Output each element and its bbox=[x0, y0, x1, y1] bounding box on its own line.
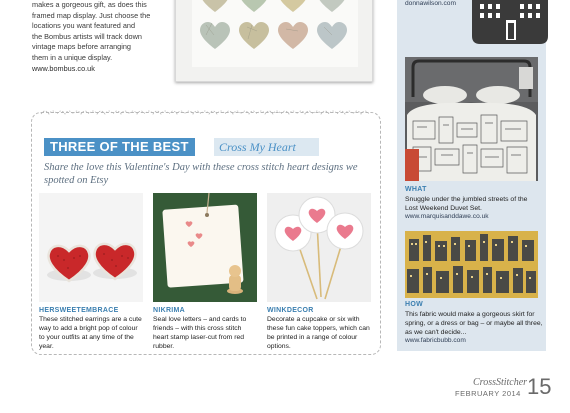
framed-map-photo bbox=[175, 0, 373, 82]
item-3-text: Decorate a cupcake or six with these fun cake toppers, which can be printed in a range of colour options. bbox=[267, 316, 370, 350]
item-2-heading: NIKRIMA bbox=[153, 307, 186, 314]
magazine-name: CrossStitcher bbox=[473, 377, 528, 388]
earrings-photo bbox=[39, 193, 143, 302]
cake-toppers-image bbox=[267, 193, 371, 302]
issue-date: FEBRUARY 2014 bbox=[455, 389, 521, 398]
donna-wilson-link[interactable]: donnawilson.com bbox=[405, 0, 456, 7]
feature-subtitle: Cross My Heart bbox=[214, 138, 319, 156]
how-link[interactable]: www.fabricbubb.com bbox=[405, 337, 466, 344]
what-heading: WHAT bbox=[405, 186, 427, 193]
feature-intro: Share the love this Valentine's Day with these cross stitch heart designs we spotted on Etsy bbox=[44, 162, 358, 186]
page-number: 15 bbox=[527, 374, 552, 399]
intro-link[interactable]: www.bombus.co.uk bbox=[32, 63, 95, 73]
item-3-heading: WINKDECOR bbox=[267, 307, 314, 314]
item-1-heading: HERSWEETEMBRACE bbox=[39, 307, 119, 314]
city-fabric-image bbox=[405, 231, 538, 298]
heart-row-1 bbox=[200, 0, 347, 12]
how-text: This fabric would make a gorgeous skirt for spring, or a dress or bag – or maybe all three, as we can't decide... bbox=[405, 311, 543, 336]
house-cushion-image bbox=[470, 0, 550, 46]
intro-line: framed map display. Just choose the bbox=[32, 10, 151, 20]
frame-mount bbox=[192, 0, 358, 67]
intro-line: them in a unique display. bbox=[32, 52, 113, 62]
feature-title: THREE OF THE BEST bbox=[44, 138, 195, 156]
heart-stamp-image bbox=[153, 193, 257, 302]
intro-text bbox=[32, 0, 172, 74]
item-1-text: These stitched earrings are a cute way to add a bright pop of colour to your outfits at any time of the year. bbox=[39, 316, 142, 350]
what-link[interactable]: www.marquisanddawe.co.uk bbox=[405, 213, 489, 220]
stamp-photo bbox=[153, 193, 257, 302]
how-heading: HOW bbox=[405, 301, 424, 308]
duvet-bedroom-image bbox=[405, 57, 538, 181]
map-hearts bbox=[192, 0, 358, 67]
intro-line: the Bombus artists will track down bbox=[32, 31, 142, 41]
intro-line: makes a gorgeous gift, as does this bbox=[32, 0, 147, 9]
intro-line: vintage maps before arranging bbox=[32, 42, 131, 52]
what-text: Snuggle under the jumbled streets of the Lost Weekend Duvet Set. bbox=[405, 196, 528, 212]
heart-row-2 bbox=[200, 22, 347, 49]
item-2-text: Seal love letters – and cards to friends – with this cross stitch heart stamp laser-cut from red rubber. bbox=[153, 316, 247, 350]
intro-line: locations you want featured and bbox=[32, 21, 136, 31]
cake-toppers-photo bbox=[267, 193, 371, 302]
scalloped-edge bbox=[31, 108, 379, 116]
heart-earrings-image bbox=[39, 193, 143, 302]
